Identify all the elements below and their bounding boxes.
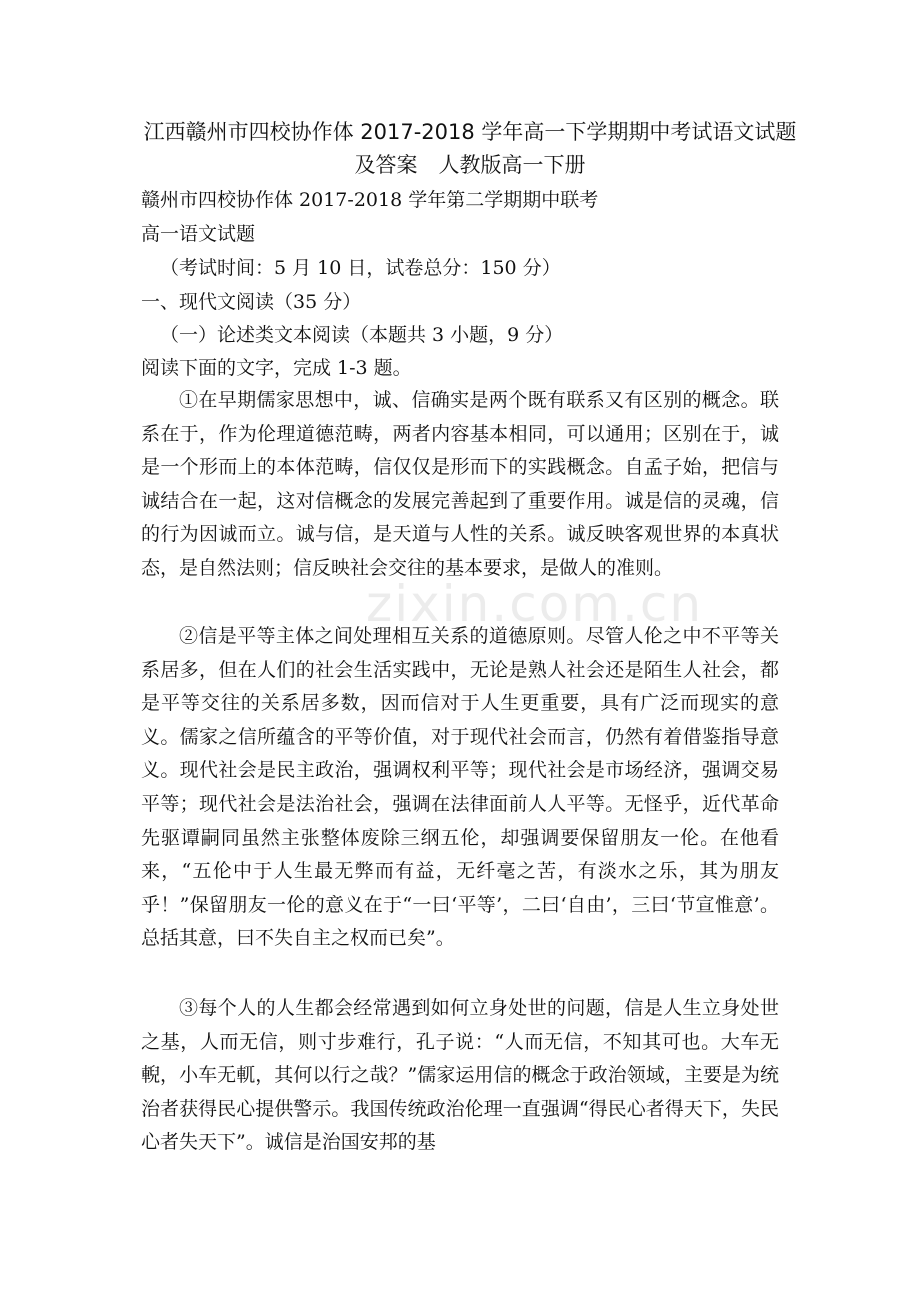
exam-header: 赣州市四校协作体 2017-2018 学年第二学期期中联考: [141, 189, 599, 211]
subject-title: 高一语文试题: [141, 223, 256, 245]
paragraph-1: ①在早期儒家思想中，诚、信确实是两个既有联系又有区别的概念。联系在于，作为伦理道德范畴，两者内容基本相同，可以通用；区别在于，诚是一个形而上的本体范畴，信仅仅是形而下的实践概念。自孟子始，把信与诚结合在一起，这对信概念的发展完善起到了重要作用。诚是信的灵魂，信的行为因诚而立。诚与信，是天道与人性的关系。诚反映客观世界的本真状态，是自然法则；信反映社会交往的基本要求，是做人的准则。: [141, 389, 779, 579]
watermark: zixin.com.cn: [366, 575, 704, 633]
document-title: 江西赣州市四校协作体 2017-2018 学年高一下学期期中考试语文试题及答案 人教版高一下册: [143, 120, 797, 177]
exam-info: （考试时间：5 月 10 日，试卷总分：150 分）: [160, 257, 561, 279]
subsection-heading: （一）论述类文本阅读（本题共 3 小题，9 分）: [160, 324, 564, 346]
section-heading: 一、现代文阅读（35 分）: [141, 291, 362, 313]
paragraph-2: ②信是平等主体之间处理相互关系的道德原则。尽管人伦之中不平等关系居多，但在人们的社会生活实践中，无论是熟人社会还是陌生人社会，都是平等交往的关系居多数，因而信对于人生更重要，具有广泛而现实的意义。儒家之信所蕴含的平等价值，对于现代社会而言，仍然有着借鉴指导意义。现代社会是民主政治，强调权利平等；现代社会是市场经济，强调交易平等；现代社会是法治社会，强调在法律面前人人平等。无怪乎，近代革命先驱谭嗣同虽然主张整体废除三纲五伦，却强调要保留朋友一伦。在他看来，“五伦中于人生最无弊而有益，无纤毫之苦，有淡水之乐，其为朋友乎！”保留朋友一伦的意义在于“一曰‘平等’，二曰‘自由’，三曰‘节宣惟意’。总括其意，曰不失自主之权而已矣”。: [141, 625, 779, 950]
reading-instruction: 阅读下面的文字，完成 1-3 题。: [141, 357, 412, 379]
paragraph-3: ③每个人的人生都会经常遇到如何立身处世的问题，信是人生立身处世之基，人而无信，则寸步难行，孔子说：“人而无信，不知其可也。大车无輗，小车无軏，其何以行之哉？”儒家运用信的概念于政治领域，主要是为统治者获得民心提供警示。我国传统政治伦理一直强调“得民心者得天下，失民心者失天下”。诚信是治国安邦的基: [141, 997, 779, 1154]
